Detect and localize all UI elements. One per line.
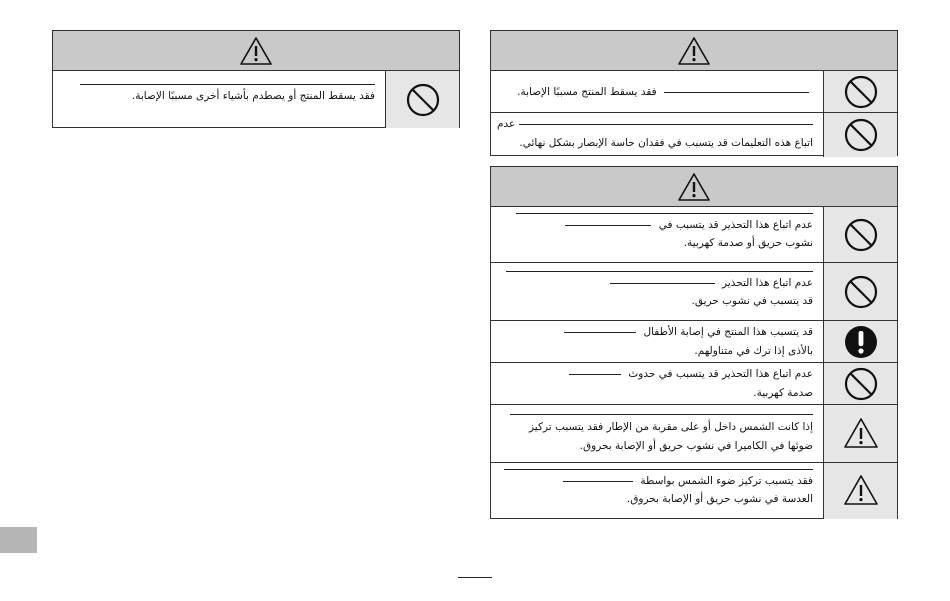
prohibition-icon bbox=[843, 117, 879, 153]
icon-cell bbox=[823, 113, 897, 157]
mandatory-action-icon bbox=[843, 324, 879, 360]
caution-triangle-icon bbox=[843, 416, 879, 452]
row-text: قد يتسبب هذا المنتج في إصابة الأطفال bbox=[643, 326, 813, 338]
icon-cell bbox=[823, 405, 897, 462]
warning-row bbox=[491, 113, 897, 157]
warning-text bbox=[497, 414, 813, 462]
warning-row bbox=[491, 405, 897, 463]
icon-cell bbox=[385, 71, 459, 128]
icon-cell bbox=[823, 463, 897, 519]
prohibition-icon bbox=[843, 74, 879, 110]
prohibition-icon bbox=[843, 217, 879, 253]
row-text: إذا كانت الشمس داخل أو على مقربة من الإطار فقد يتسبب تركيز bbox=[529, 421, 813, 433]
warning-triangle-icon bbox=[676, 171, 712, 203]
page-number-rule bbox=[458, 577, 492, 578]
row-text: فقد يتسبب تركيز ضوء الشمس بواسطة bbox=[640, 475, 813, 487]
panel-header bbox=[491, 167, 897, 207]
row-text-continued: قد يتسبب في نشوب حريق. bbox=[691, 295, 813, 307]
warning-row bbox=[491, 463, 897, 519]
blank-line bbox=[504, 469, 813, 470]
warning-text bbox=[497, 213, 813, 262]
row-text: فقد يسقط المنتج مسببًا الإصابة. bbox=[517, 86, 657, 98]
prohibition-icon bbox=[843, 366, 879, 402]
warning-row bbox=[491, 363, 897, 405]
icon-cell bbox=[823, 321, 897, 362]
row-text: عدم اتباع هذا التحذير قد يتسبب في حدوث bbox=[628, 368, 813, 380]
prohibition-icon bbox=[405, 82, 441, 118]
panel-header bbox=[53, 31, 459, 71]
row-text-continued: ضوئها في الكاميرا في نشوب حريق أو الإصابة بحروق. bbox=[579, 440, 813, 452]
warning-text bbox=[497, 82, 813, 112]
blank-line bbox=[516, 213, 813, 214]
blank-line bbox=[664, 92, 809, 93]
row-text-continued: صدمة كهربية. bbox=[753, 387, 813, 399]
page-side-tab bbox=[0, 527, 37, 553]
blank-line bbox=[563, 481, 633, 482]
blank-line bbox=[519, 124, 813, 125]
blank-line bbox=[565, 225, 651, 226]
warning-row bbox=[491, 263, 897, 321]
blank-line bbox=[510, 414, 813, 415]
blank-line bbox=[569, 374, 621, 375]
prohibition-icon bbox=[843, 274, 879, 310]
panel-header bbox=[491, 31, 897, 71]
row-text: عدم اتباع هذا التحذير bbox=[721, 277, 813, 289]
row-text-continued: اتباع هذه التعليمات قد يتسبب في فقدان حاسة الإبصار بشكل نهائي. bbox=[519, 137, 813, 149]
warning-text bbox=[497, 469, 813, 519]
row-text: فقد يسقط المنتج أو يصطدم بأشياء أخرى مسببًا الإصابة. bbox=[131, 90, 375, 102]
row-text-continued: نشوب حريق أو صدمة كهربية. bbox=[683, 237, 813, 249]
warning-text bbox=[59, 80, 375, 128]
row-text: عدم bbox=[497, 118, 516, 130]
warning-triangle-icon bbox=[676, 35, 712, 67]
warning-text bbox=[497, 115, 813, 157]
icon-cell bbox=[823, 363, 897, 404]
row-text: عدم اتباع هذا التحذير قد يتسبب في bbox=[658, 219, 813, 231]
icon-cell bbox=[823, 263, 897, 320]
right-caution-panel bbox=[490, 166, 898, 519]
warning-row bbox=[53, 71, 459, 128]
row-text-continued: العدسة في نشوب حريق أو الإصابة بحروق. bbox=[626, 493, 813, 505]
icon-cell bbox=[823, 71, 897, 112]
warning-row bbox=[491, 71, 897, 113]
left-warning-panel bbox=[52, 30, 460, 128]
row-text-continued: بالأذى إذا ترك في متناولهم. bbox=[694, 345, 813, 357]
warning-row bbox=[491, 207, 897, 263]
warning-row bbox=[491, 321, 897, 363]
warning-text bbox=[497, 323, 813, 362]
warning-triangle-icon bbox=[238, 35, 274, 67]
warning-text bbox=[497, 271, 813, 320]
blank-line bbox=[564, 332, 636, 333]
right-warning-panel bbox=[490, 30, 898, 156]
blank-line bbox=[506, 271, 813, 272]
icon-cell bbox=[823, 207, 897, 262]
blank-line bbox=[610, 283, 715, 284]
warning-text bbox=[497, 365, 813, 404]
caution-triangle-icon bbox=[843, 473, 879, 509]
